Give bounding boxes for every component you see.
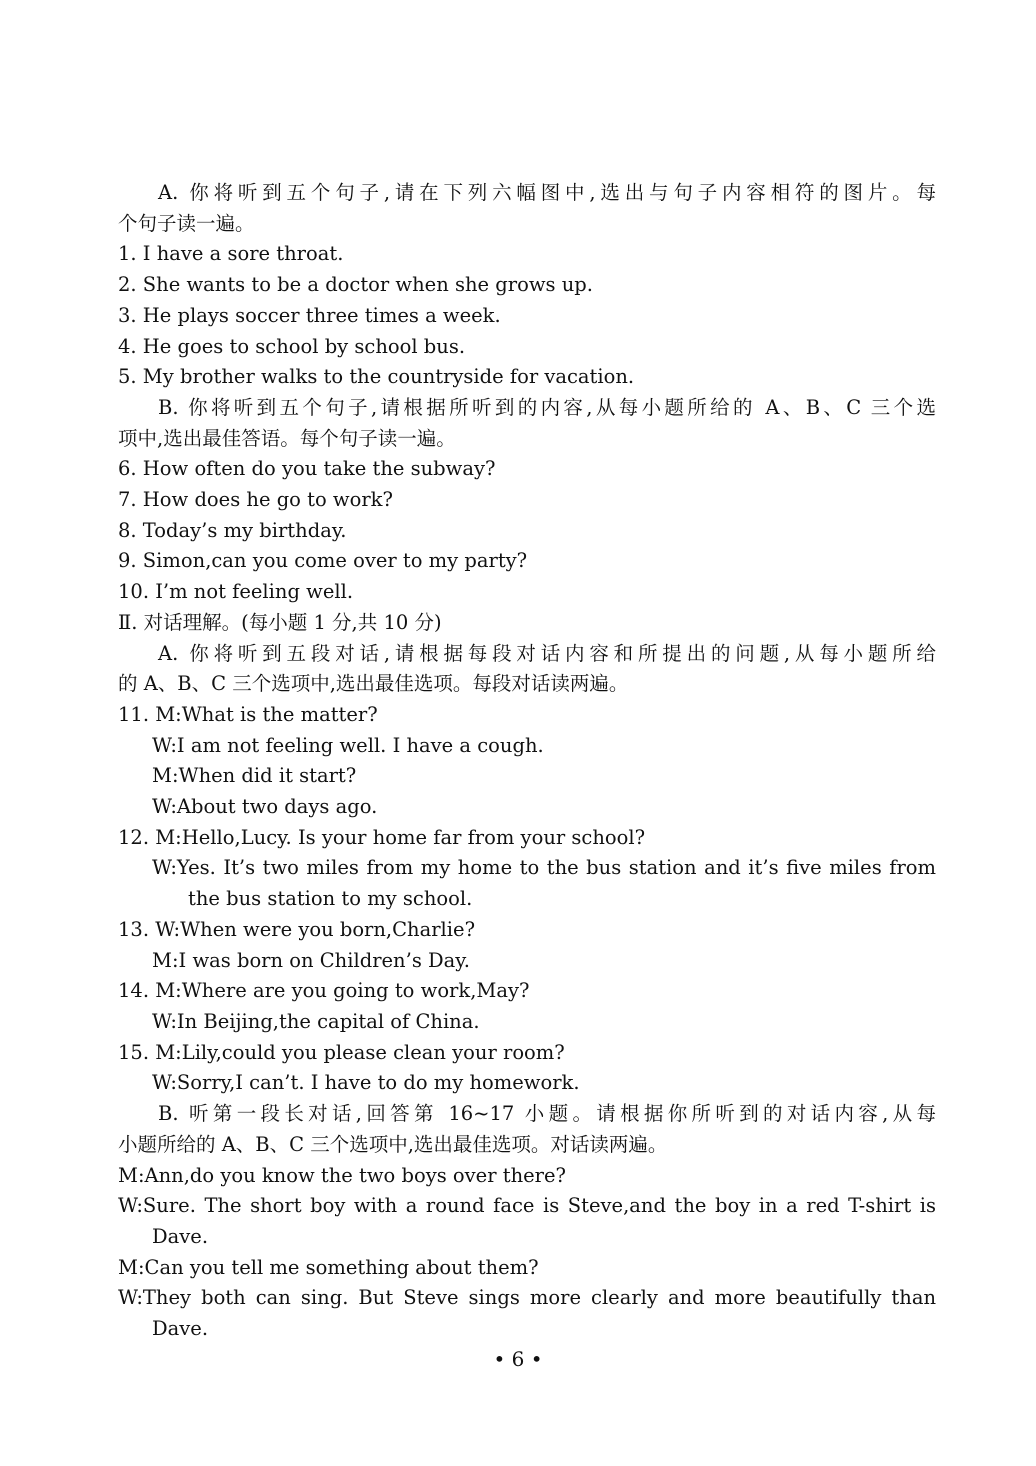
dialogue-line: W:In Beijing,the capital of China. — [152, 1009, 480, 1033]
dialogue-line: W:About two days ago. — [152, 795, 378, 819]
document-page — [118, 178, 936, 1345]
section-a-instruction: A. 你将听到五个句子,请在下列六幅图中,选出与句子内容相符的图片。每 — [158, 181, 936, 204]
list-item: 9. Simon,can you come over to my party? — [118, 549, 528, 573]
dialogue-line: W:Sure. The short boy with a round face is Steve,and the boy in a red T-shirt is — [118, 1194, 936, 1218]
list-item: 6. How often do you take the subway? — [118, 457, 496, 481]
dialogue-line: Dave. — [152, 1224, 209, 1248]
dialogue-line: M:I was born on Children’s Day. — [152, 948, 470, 972]
dialogue-line: W:Sorry,I can’t. I have to do my homework. — [152, 1071, 580, 1095]
part2-a-instruction-cont: 的 A、B、C 三个选项中,选出最佳选项。每段对话读两遍。 — [118, 672, 629, 696]
dialogue-line: Dave. — [152, 1317, 209, 1341]
dialogue-line: 12. M:Hello,Lucy. Is your home far from your school? — [118, 825, 646, 849]
page-number: • 6 • — [493, 1347, 543, 1371]
list-item: 5. My brother walks to the countryside for vacation. — [118, 365, 635, 389]
list-item: 1. I have a sore throat. — [118, 242, 344, 266]
dialogue-line: W:I am not feeling well. I have a cough. — [152, 733, 544, 757]
section-b-instruction-cont: 项中,选出最佳答语。每个句子读一遍。 — [118, 426, 456, 450]
dialogue-line: the bus station to my school. — [188, 887, 473, 911]
dialogue-line: 15. M:Lily,could you please clean your room? — [118, 1040, 565, 1064]
dialogue-line: W:They both can sing. But Steve sings more clearly and more beautifully than — [118, 1286, 936, 1310]
list-item: 3. He plays soccer three times a week. — [118, 303, 501, 327]
part2-a-instruction: A. 你将听到五段对话,请根据每段对话内容和所提出的问题,从每小题所给 — [158, 641, 936, 665]
list-item: 7. How does he go to work? — [118, 488, 393, 512]
dialogue-line: 14. M:Where are you going to work,May? — [118, 979, 530, 1003]
list-item: 2. She wants to be a doctor when she grows up. — [118, 273, 593, 297]
dialogue-line: W:Yes. It’s two miles from my home to the bus station and it’s five miles from — [152, 856, 936, 880]
dialogue-line: M:When did it start? — [152, 764, 357, 788]
dialogue-line: M:Can you tell me something about them? — [118, 1255, 539, 1279]
list-item: 4. He goes to school by school bus. — [118, 334, 466, 358]
part2-heading: Ⅱ. 对话理解。(每小题 1 分,共 10 分) — [118, 610, 442, 634]
section-a-instruction-cont: 个句子读一遍。 — [118, 211, 255, 235]
dialogue-line: 13. W:When were you born,Charlie? — [118, 917, 476, 941]
list-item: 8. Today’s my birthday. — [118, 518, 347, 542]
list-item: 10. I’m not feeling well. — [118, 580, 354, 604]
dialogue-line: M:Ann,do you know the two boys over there? — [118, 1163, 566, 1187]
part2-b-instruction-cont: 小题所给的 A、B、C 三个选项中,选出最佳选项。对话读两遍。 — [118, 1132, 668, 1156]
dialogue-line: 11. M:What is the matter? — [118, 702, 378, 726]
part2-b-instruction: B. 听第一段长对话,回答第 16~17 小题。请根据你所听到的对话内容,从每 — [158, 1102, 936, 1126]
section-b-instruction: B. 你将听到五个句子,请根据所听到的内容,从每小题所给的 A、B、C 三个选 — [158, 395, 936, 419]
